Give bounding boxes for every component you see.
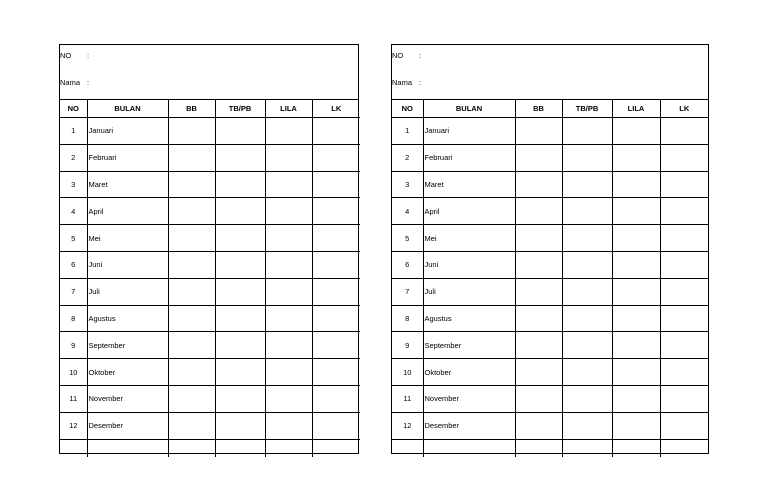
row-month: April (423, 198, 515, 225)
cell-lila[interactable] (265, 225, 312, 252)
col-header-bulan: BULAN (87, 100, 168, 118)
table-row (60, 225, 360, 252)
cell-lk[interactable] (312, 332, 360, 359)
empty-cell[interactable] (60, 439, 87, 457)
name-label: Nama (392, 78, 413, 87)
row-number: 9 (392, 332, 423, 359)
col-header-no: NO (392, 100, 423, 118)
cell-bb[interactable] (515, 359, 562, 386)
cell-lk[interactable] (660, 305, 708, 332)
name-field[interactable] (60, 78, 89, 87)
cell-bb[interactable] (515, 171, 562, 198)
row-number: 2 (392, 144, 423, 171)
row-month: Agustus (423, 305, 515, 332)
cell-tbpb[interactable] (215, 359, 265, 386)
cell-tbpb[interactable] (562, 225, 612, 252)
cell-lila[interactable] (265, 251, 312, 278)
table-row (60, 278, 360, 305)
row-month: Mei (423, 225, 515, 252)
cell-lila[interactable] (265, 144, 312, 171)
row-month: Maret (87, 171, 168, 198)
cell-lk[interactable] (660, 278, 708, 305)
cell-tbpb[interactable] (562, 359, 612, 386)
cell-lk[interactable] (312, 171, 360, 198)
table-row (392, 332, 708, 359)
cell-bb[interactable] (168, 278, 215, 305)
table-header-row (392, 100, 708, 118)
row-number: 4 (392, 198, 423, 225)
row-number: 10 (392, 359, 423, 386)
cell-lk[interactable] (660, 251, 708, 278)
cell-tbpb[interactable] (215, 118, 265, 145)
cell-bb[interactable] (515, 305, 562, 332)
table-row (60, 359, 360, 386)
table-row (60, 332, 360, 359)
table-row (392, 412, 708, 439)
row-month: Mei (87, 225, 168, 252)
cell-tbpb[interactable] (215, 332, 265, 359)
table-row (392, 171, 708, 198)
row-number: 7 (392, 278, 423, 305)
table-row (60, 305, 360, 332)
row-month: Maret (423, 171, 515, 198)
row-month: Juni (423, 251, 515, 278)
table-row (60, 385, 360, 412)
row-number: 12 (60, 412, 87, 439)
row-month: Juli (87, 278, 168, 305)
cell-bb[interactable] (515, 144, 562, 171)
cell-tbpb[interactable] (215, 251, 265, 278)
cell-lk[interactable] (660, 198, 708, 225)
table-body-right (392, 118, 708, 457)
row-month: Agustus (87, 305, 168, 332)
cell-bb[interactable] (515, 385, 562, 412)
table-row (60, 412, 360, 439)
cell-lk[interactable] (312, 118, 360, 145)
cell-lk[interactable] (312, 198, 360, 225)
no-label: NO (392, 51, 404, 60)
cell-lila[interactable] (265, 385, 312, 412)
cell-bb[interactable] (168, 198, 215, 225)
cell-lila[interactable] (612, 385, 660, 412)
row-month: Juni (87, 251, 168, 278)
row-month: September (87, 332, 168, 359)
cell-tbpb[interactable] (215, 225, 265, 252)
cell-lila[interactable] (612, 144, 660, 171)
empty-cell[interactable] (168, 439, 215, 457)
cell-lk[interactable] (312, 278, 360, 305)
row-number: 6 (60, 251, 87, 278)
table-row-empty (60, 439, 360, 457)
growth-card-right (391, 44, 709, 454)
cell-bb[interactable] (168, 251, 215, 278)
identity-section (60, 45, 358, 100)
row-number: 7 (60, 278, 87, 305)
cell-lk[interactable] (312, 359, 360, 386)
col-header-lk: LK (312, 100, 360, 118)
cell-lila[interactable] (612, 171, 660, 198)
cell-lk[interactable] (660, 359, 708, 386)
cell-tbpb[interactable] (215, 385, 265, 412)
row-month: Januari (87, 118, 168, 145)
cell-lk[interactable] (660, 118, 708, 145)
col-header-tbpb: TB/PB (562, 100, 612, 118)
cell-tbpb[interactable] (562, 412, 612, 439)
table-row (60, 171, 360, 198)
cell-tbpb[interactable] (562, 385, 612, 412)
empty-cell[interactable] (215, 439, 265, 457)
row-month: November (423, 385, 515, 412)
table-row (392, 198, 708, 225)
cell-lila[interactable] (612, 225, 660, 252)
row-month: Juli (423, 278, 515, 305)
empty-cell[interactable] (265, 439, 312, 457)
table-row (392, 118, 708, 145)
cell-lk[interactable] (312, 385, 360, 412)
row-month: Oktober (423, 359, 515, 386)
cell-lila[interactable] (612, 332, 660, 359)
table-row (392, 225, 708, 252)
row-number: 1 (60, 118, 87, 145)
empty-cell[interactable] (612, 439, 660, 457)
cell-tbpb[interactable] (562, 144, 612, 171)
cell-tbpb[interactable] (215, 305, 265, 332)
name-colon: : (419, 78, 422, 87)
no-colon: : (87, 51, 90, 60)
row-month: November (87, 385, 168, 412)
table-body-left (60, 118, 360, 457)
cell-lila[interactable] (265, 118, 312, 145)
cell-bb[interactable] (168, 118, 215, 145)
cell-tbpb[interactable] (562, 118, 612, 145)
cell-lila[interactable] (265, 278, 312, 305)
cell-bb[interactable] (515, 332, 562, 359)
cell-bb[interactable] (168, 385, 215, 412)
row-month: Februari (423, 144, 515, 171)
cell-lila[interactable] (612, 305, 660, 332)
cell-tbpb[interactable] (562, 332, 612, 359)
table-row (60, 144, 360, 171)
cell-tbpb[interactable] (562, 251, 612, 278)
no-label: NO (60, 51, 72, 60)
row-number: 12 (392, 412, 423, 439)
row-number: 1 (392, 118, 423, 145)
cell-tbpb[interactable] (562, 278, 612, 305)
table-row (392, 359, 708, 386)
cell-bb[interactable] (168, 225, 215, 252)
empty-cell[interactable] (423, 439, 515, 457)
cell-lk[interactable] (312, 225, 360, 252)
cell-tbpb[interactable] (215, 144, 265, 171)
cell-lila[interactable] (612, 251, 660, 278)
cell-bb[interactable] (515, 251, 562, 278)
cell-lila[interactable] (265, 332, 312, 359)
cell-lk[interactable] (660, 385, 708, 412)
empty-cell[interactable] (87, 439, 168, 457)
cell-lk[interactable] (660, 412, 708, 439)
cell-tbpb[interactable] (215, 171, 265, 198)
row-number: 4 (60, 198, 87, 225)
cell-bb[interactable] (515, 278, 562, 305)
table-header-row (60, 100, 360, 118)
empty-cell[interactable] (660, 439, 708, 457)
no-field[interactable] (60, 51, 89, 60)
growth-table (392, 100, 708, 457)
row-month: Februari (87, 144, 168, 171)
empty-cell[interactable] (515, 439, 562, 457)
row-number: 10 (60, 359, 87, 386)
table-row (392, 278, 708, 305)
row-number: 9 (60, 332, 87, 359)
no-colon: : (419, 51, 422, 60)
cell-lila[interactable] (612, 278, 660, 305)
cell-tbpb[interactable] (215, 412, 265, 439)
cell-lk[interactable] (660, 332, 708, 359)
cell-lila[interactable] (265, 359, 312, 386)
cell-bb[interactable] (168, 305, 215, 332)
cell-tbpb[interactable] (562, 305, 612, 332)
cell-bb[interactable] (515, 412, 562, 439)
cell-bb[interactable] (168, 359, 215, 386)
cell-lk[interactable] (312, 412, 360, 439)
no-field[interactable] (392, 51, 421, 60)
col-header-tbpb: TB/PB (215, 100, 265, 118)
cell-lk[interactable] (660, 171, 708, 198)
cell-lila[interactable] (265, 171, 312, 198)
row-number: 11 (392, 385, 423, 412)
identity-section (392, 45, 708, 100)
table-row (392, 251, 708, 278)
row-month: Desember (423, 412, 515, 439)
cell-lila[interactable] (612, 118, 660, 145)
row-number: 2 (60, 144, 87, 171)
col-header-bb: BB (168, 100, 215, 118)
cell-lila[interactable] (612, 198, 660, 225)
row-number: 5 (392, 225, 423, 252)
name-field[interactable] (392, 78, 421, 87)
empty-cell[interactable] (392, 439, 423, 457)
row-month: April (87, 198, 168, 225)
cell-lila[interactable] (265, 305, 312, 332)
row-number: 3 (60, 171, 87, 198)
cell-lk[interactable] (312, 251, 360, 278)
row-month: Desember (87, 412, 168, 439)
row-month: Januari (423, 118, 515, 145)
col-header-bulan: BULAN (423, 100, 515, 118)
cell-bb[interactable] (515, 225, 562, 252)
cell-bb[interactable] (168, 332, 215, 359)
row-number: 11 (60, 385, 87, 412)
row-number: 8 (392, 305, 423, 332)
row-number: 3 (392, 171, 423, 198)
growth-card-left (59, 44, 359, 454)
table-row (392, 385, 708, 412)
col-header-lk: LK (660, 100, 708, 118)
row-number: 8 (60, 305, 87, 332)
name-label: Nama (60, 78, 81, 87)
cell-lila[interactable] (612, 412, 660, 439)
cell-tbpb[interactable] (562, 198, 612, 225)
table-row (60, 118, 360, 145)
cell-lk[interactable] (660, 144, 708, 171)
name-colon: : (87, 78, 90, 87)
cell-lila[interactable] (265, 198, 312, 225)
cell-lk[interactable] (660, 225, 708, 252)
table-row (60, 198, 360, 225)
col-header-bb: BB (515, 100, 562, 118)
row-number: 6 (392, 251, 423, 278)
cell-tbpb[interactable] (562, 171, 612, 198)
table-row (392, 305, 708, 332)
col-header-lila: LILA (265, 100, 312, 118)
table-row (392, 144, 708, 171)
empty-cell[interactable] (312, 439, 360, 457)
cell-lila[interactable] (612, 359, 660, 386)
col-header-no: NO (60, 100, 87, 118)
cell-bb[interactable] (168, 171, 215, 198)
cell-tbpb[interactable] (215, 278, 265, 305)
table-row (60, 251, 360, 278)
empty-cell[interactable] (562, 439, 612, 457)
growth-table (60, 100, 360, 457)
cell-lk[interactable] (312, 305, 360, 332)
cell-lk[interactable] (312, 144, 360, 171)
col-header-lila: LILA (612, 100, 660, 118)
cell-tbpb[interactable] (215, 198, 265, 225)
cell-lila[interactable] (265, 412, 312, 439)
row-month: September (423, 332, 515, 359)
cell-bb[interactable] (515, 198, 562, 225)
cell-bb[interactable] (515, 118, 562, 145)
cell-bb[interactable] (168, 412, 215, 439)
row-number: 5 (60, 225, 87, 252)
cell-bb[interactable] (168, 144, 215, 171)
row-month: Oktober (87, 359, 168, 386)
table-row-empty (392, 439, 708, 457)
